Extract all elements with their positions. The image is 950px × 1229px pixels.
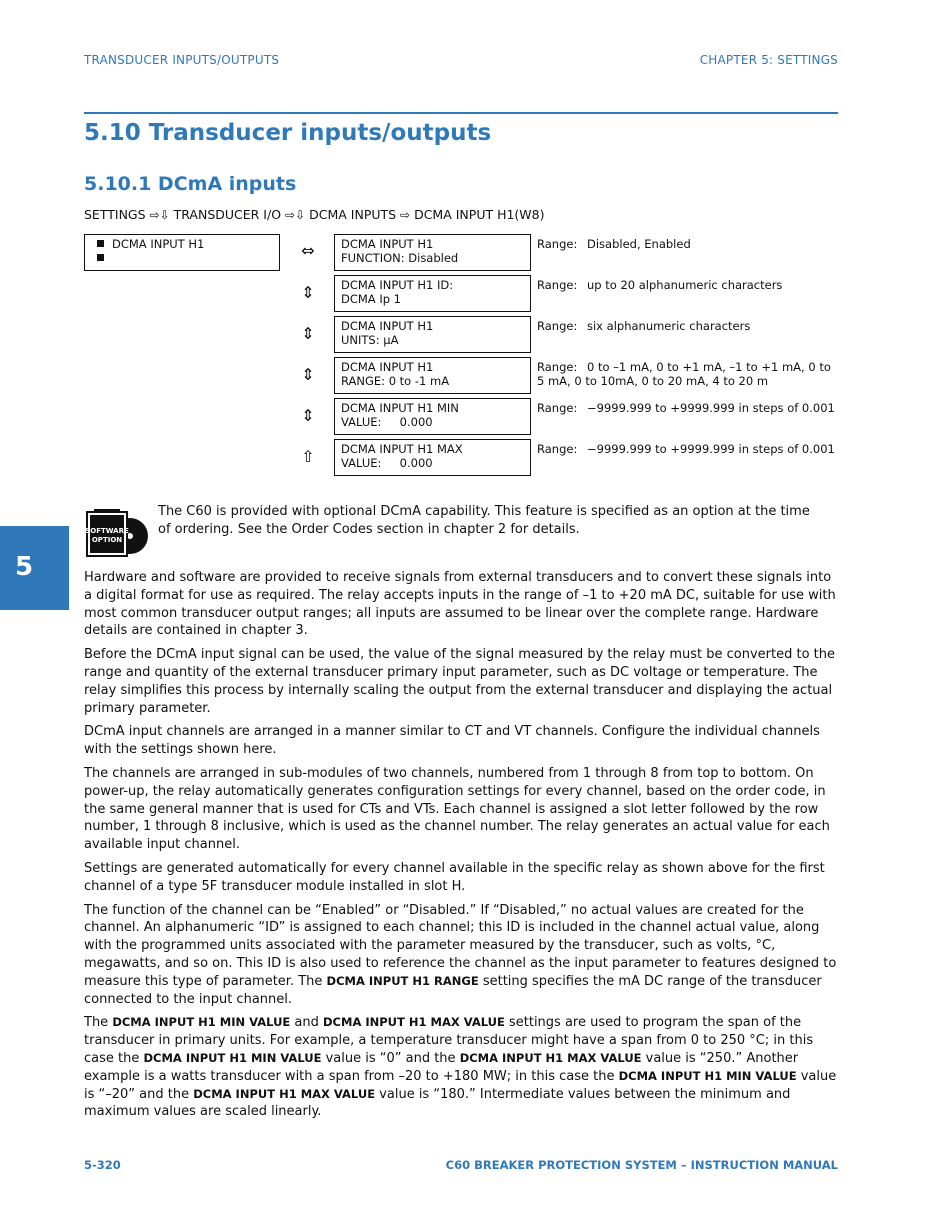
setting-line-1: DCMA INPUT H1 [341, 237, 434, 251]
menu-path-transducer-io: TRANSDUCER I/O [169, 207, 286, 222]
manual-title: C60 BREAKER PROTECTION SYSTEM – INSTRUCTION MANUAL [445, 1158, 838, 1172]
section-title: 5.10 Transducer inputs/outputs [84, 120, 492, 146]
setting-range [537, 401, 837, 415]
setting-reference: DCMA INPUT H1 MIN VALUE [112, 1015, 291, 1030]
range-value: −9999.999 to +9999.999 in steps of 0.001 [587, 401, 835, 415]
range-value: six alphanumeric characters [587, 319, 751, 333]
setting-line-1: DCMA INPUT H1 MAX [341, 442, 463, 456]
setting-line-2: DCMA Ip 1 [341, 292, 401, 306]
paragraph-text: The function of the channel can be “Enabled” or “Disabled.” If “Disabled,” no actual values are created for the channel. An alphanumeric “ID” is assigned to each channel; this ID is included in the channel actual value, along with the programmed units associated with the parameter measured by the transducer, such as volts, °C, megawatts, and so on. This ID is also used to reference the channel as the input parameter to features designed to measure this type of parameter. The [84, 902, 837, 989]
setting-line-2: UNITS: μA [341, 333, 399, 347]
software-option-icon [84, 508, 150, 560]
setting-reference: DCMA INPUT H1 MIN VALUE [618, 1068, 797, 1083]
setting-reference: DCMA INPUT H1 MAX VALUE [323, 1015, 505, 1030]
setting-reference: DCMA INPUT H1 MAX VALUE [193, 1086, 376, 1101]
range-label: Range: [537, 319, 578, 333]
right-down-arrow-icon: ⇨⇩ [149, 208, 170, 222]
setting-reference: DCMA INPUT H1 RANGE [326, 973, 479, 988]
up-down-arrow-icon: ⇕ [301, 406, 315, 425]
setting-line-2: VALUE: 0.000 [341, 456, 433, 470]
range-value: Disabled, Enabled [587, 237, 691, 251]
up-down-arrow-icon: ⇕ [301, 365, 315, 384]
range-label: Range: [537, 278, 578, 292]
body-text [84, 569, 838, 1127]
icon-text-option: OPTION [91, 536, 123, 544]
paragraph-text: setting specifies the mA DC range of the transducer connected to the input channel. [84, 973, 822, 1007]
setting-line-1: DCMA INPUT H1 [341, 360, 434, 374]
paragraph-text: value is “250.” Another example is a watts transducer with a span from –20 to +180 MW; in this case the [84, 1050, 799, 1084]
running-header-section: TRANSDUCER INPUTS/OUTPUTS [84, 53, 280, 67]
menu-box [84, 234, 280, 271]
subsection-title: 5.10.1 DCmA inputs [84, 173, 297, 195]
setting-range [537, 278, 837, 292]
right-arrow-icon: ⇨ [400, 208, 411, 222]
range-value: 0 to –1 mA, 0 to +1 mA, –1 to +1 mA, 0 to 5 mA, 0 to 10mA, 0 to 20 mA, 4 to 20 m [537, 360, 831, 388]
menu-path-dcma-inputs: DCMA INPUTS [305, 207, 401, 222]
menu-box-label: DCMA INPUT H1 [112, 237, 205, 251]
paragraph-text: value is “0” and the [321, 1050, 460, 1066]
setting-line-2: VALUE: 0.000 [341, 415, 433, 429]
bullet-square-icon [97, 240, 104, 247]
up-down-arrow-icon: ⇕ [301, 324, 315, 343]
range-label: Range: [537, 360, 578, 374]
paragraph-text: value is “180.” Intermediate values between the minimum and maximum values are scaled linearly. [84, 1086, 791, 1120]
range-label: Range: [537, 442, 578, 456]
up-down-arrow-icon: ⇕ [301, 283, 315, 302]
setting-reference: DCMA INPUT H1 MAX VALUE [459, 1050, 642, 1065]
range-label: Range: [537, 237, 578, 251]
note-text: The C60 is provided with optional DCmA capability. This feature is specified as an option at the time of ordering. See the Order Codes section in chapter 2 for details. [158, 504, 810, 537]
paragraph: DCmA input channels are arranged in a manner similar to CT and VT channels. Configure the individual channels with the settings shown here. [84, 724, 820, 758]
left-right-arrow-icon: ⇔ [301, 241, 315, 260]
setting-box-min-value [334, 398, 531, 435]
paragraph-text: and [290, 1015, 324, 1031]
bullet-square-icon [97, 254, 104, 261]
menu-path-dcma-input-h1: DCMA INPUT H1(W8) [410, 207, 545, 222]
setting-range [537, 442, 837, 456]
page-number: 5-320 [84, 1158, 121, 1172]
setting-box-units [334, 316, 531, 353]
icon-text-software: SOFTWARE [85, 527, 129, 535]
paragraph-text: value is “–20” and the [84, 1068, 837, 1102]
header-rule [84, 112, 838, 114]
setting-line-1: DCMA INPUT H1 ID: [341, 278, 454, 292]
setting-box-max-value [334, 439, 531, 476]
range-value: −9999.999 to +9999.999 in steps of 0.001 [587, 442, 835, 456]
up-arrow-icon: ⇧ [301, 447, 315, 466]
setting-range [537, 237, 837, 251]
range-label: Range: [537, 401, 578, 415]
running-header-chapter: CHAPTER 5: SETTINGS [699, 53, 838, 67]
setting-box-function [334, 234, 531, 271]
paragraph-text: settings are used to program the span of the transducer in primary units. For example, a temperature transducer might have a span from 0 to 250 °C; in this case the [84, 1015, 814, 1066]
paragraph: The channels are arranged in sub-modules of two channels, numbered from 1 through 8 from top to bottom. On power-up, the relay automatically generates configuration settings for every channel, based on the order code, in the same general manner that is used for CTs and VTs. Each channel is assigned a slot letter followed by the row number, 1 through 8 inclusive, which is used as the channel number. The relay generates an actual value for each available input channel. [84, 765, 830, 853]
paragraph: Settings are generated automatically for every channel available in the specific relay as shown above for the first channel of a type 5F transducer module installed in slot H. [84, 860, 825, 894]
setting-range [537, 360, 837, 388]
menu-path-settings: SETTINGS [84, 207, 150, 222]
setting-reference: DCMA INPUT H1 MIN VALUE [143, 1050, 322, 1065]
paragraph-text: The [84, 1015, 113, 1031]
setting-box-id [334, 275, 531, 312]
setting-box-range [334, 357, 531, 394]
paragraph [84, 1014, 838, 1121]
setting-line-1: DCMA INPUT H1 MIN [341, 401, 459, 415]
range-value: up to 20 alphanumeric characters [587, 278, 783, 292]
setting-range [537, 319, 837, 333]
setting-line-1: DCMA INPUT H1 [341, 319, 434, 333]
chapter-tab [0, 526, 69, 610]
menu-path [84, 207, 545, 222]
setting-line-2: FUNCTION: Disabled [341, 251, 459, 265]
chapter-tab-number: 5 [14, 552, 34, 582]
paragraph [84, 902, 838, 1009]
paragraph: Before the DCmA input signal can be used, the value of the signal measured by the relay must be converted to the range and quantity of the external transducer primary input parameter, such as DC voltage or temperature. The relay simplifies this process by internally scaling the output from the external transducer and displaying the actual primary parameter. [84, 647, 836, 716]
setting-line-2: RANGE: 0 to -1 mA [341, 374, 450, 388]
paragraph: Hardware and software are provided to receive signals from external transducers and to convert these signals into a digital format for use as required. The relay accepts inputs in the range of –1 to +20 mA DC, suitable for use with most common transducer output ranges; all inputs are assumed to be linear over the complete range. Hardware details are contained in chapter 3. [84, 570, 836, 639]
right-down-arrow-icon: ⇨⇩ [285, 208, 306, 222]
